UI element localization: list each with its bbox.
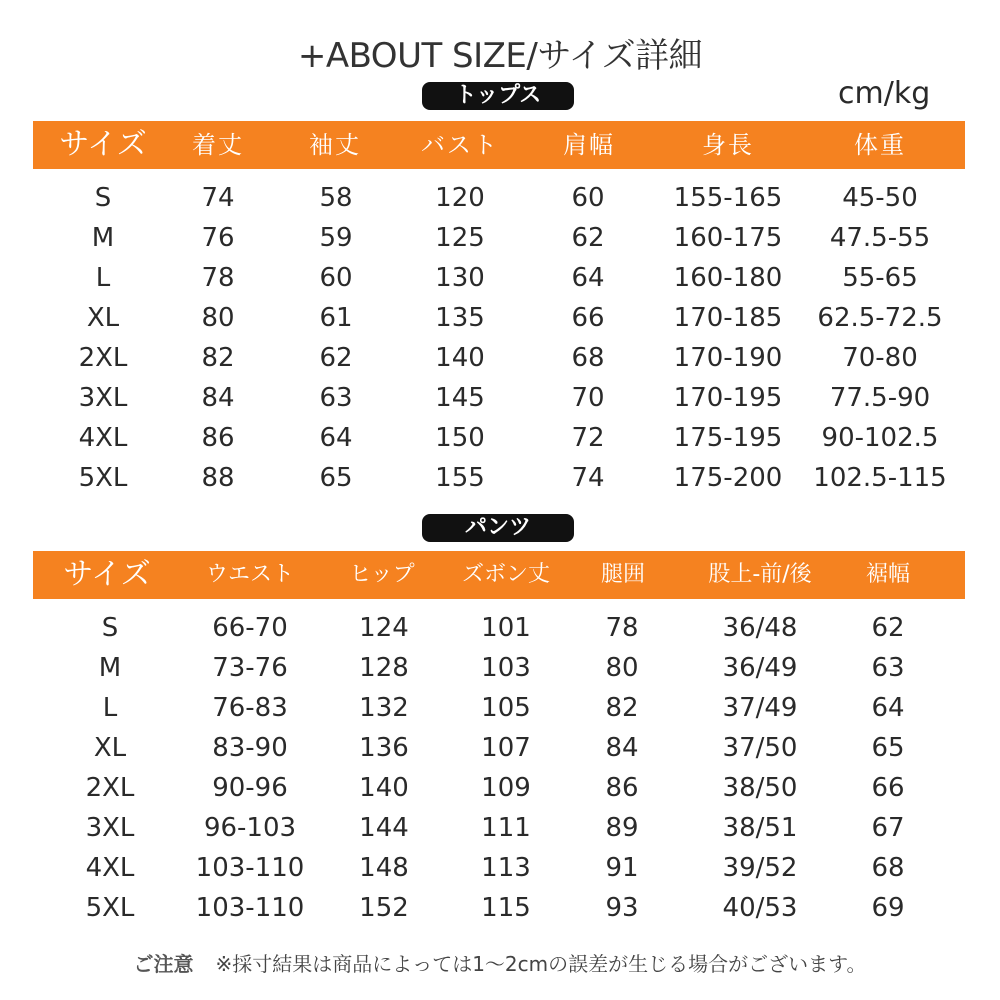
table-row xyxy=(0,848,1000,888)
pants-header-hem: 裾幅 xyxy=(865,562,911,587)
tops-cell-col3: 145 xyxy=(435,383,485,413)
pants-cell-col4: 86 xyxy=(605,773,639,803)
tops-header-bust: バスト xyxy=(421,131,499,159)
pants-cell-size: L xyxy=(102,693,118,723)
pants-header-inseam: ズボン丈 xyxy=(461,562,551,587)
tops-cell-col1: 86 xyxy=(201,423,235,453)
pants-cell-col5: 36/48 xyxy=(722,613,798,643)
pants-header-size: サイズ xyxy=(63,557,151,592)
pants-cell-col3: 101 xyxy=(481,613,531,643)
tops-cell-size: 4XL xyxy=(78,423,128,453)
table-row xyxy=(0,728,1000,768)
pants-cell-col2: 136 xyxy=(359,733,409,763)
pants-cell-col6: 63 xyxy=(871,653,905,683)
pants-cell-col4: 84 xyxy=(605,733,639,763)
tops-cell-col3: 150 xyxy=(435,423,485,453)
tops-cell-col2: 64 xyxy=(319,423,353,453)
unit-label: cm/kg xyxy=(838,76,931,111)
pants-cell-col1: 103-110 xyxy=(195,893,305,923)
pants-cell-col1: 66-70 xyxy=(212,613,288,643)
tops-cell-col5: 170-185 xyxy=(673,303,783,333)
table-row xyxy=(0,378,1000,418)
tops-cell-col2: 63 xyxy=(319,383,353,413)
pants-cell-col2: 152 xyxy=(359,893,409,923)
pants-cell-col4: 78 xyxy=(605,613,639,643)
pants-cell-col6: 66 xyxy=(871,773,905,803)
table-row xyxy=(0,458,1000,498)
pants-cell-col4: 89 xyxy=(605,813,639,843)
tops-cell-size: 2XL xyxy=(78,343,128,373)
tops-cell-col2: 62 xyxy=(319,343,353,373)
tops-cell-col4: 72 xyxy=(571,423,605,453)
pants-section-label: パンツ xyxy=(422,514,574,542)
tops-cell-col1: 78 xyxy=(201,263,235,293)
tops-header-shoulder: 肩幅 xyxy=(563,131,615,159)
pants-cell-col4: 82 xyxy=(605,693,639,723)
tops-header-size: サイズ xyxy=(59,127,147,162)
pants-cell-col2: 128 xyxy=(359,653,409,683)
pants-cell-col5: 40/53 xyxy=(722,893,798,923)
pants-cell-size: XL xyxy=(93,733,127,763)
tops-cell-col3: 130 xyxy=(435,263,485,293)
table-row xyxy=(0,808,1000,848)
tops-cell-col4: 64 xyxy=(571,263,605,293)
pants-cell-col1: 96-103 xyxy=(203,813,297,843)
pants-cell-col6: 65 xyxy=(871,733,905,763)
pants-cell-size: 2XL xyxy=(85,773,135,803)
tops-cell-size: XL xyxy=(86,303,120,333)
pants-cell-col1: 73-76 xyxy=(212,653,288,683)
tops-section-label: トップス xyxy=(422,82,574,110)
tops-cell-col3: 125 xyxy=(435,223,485,253)
pants-cell-size: M xyxy=(98,653,122,683)
pants-cell-col4: 91 xyxy=(605,853,639,883)
pants-cell-col5: 39/52 xyxy=(722,853,798,883)
tops-cell-size: M xyxy=(91,223,115,253)
pants-cell-col3: 115 xyxy=(481,893,531,923)
table-row xyxy=(0,888,1000,928)
pants-cell-col1: 76-83 xyxy=(212,693,288,723)
tops-cell-col6: 102.5-115 xyxy=(813,463,947,493)
pants-cell-col5: 36/49 xyxy=(722,653,798,683)
tops-cell-col5: 170-190 xyxy=(673,343,783,373)
note-label: ご注意 xyxy=(133,952,194,976)
pants-cell-col6: 64 xyxy=(871,693,905,723)
tops-cell-col1: 84 xyxy=(201,383,235,413)
pants-cell-size: 5XL xyxy=(85,893,135,923)
tops-table-body xyxy=(0,178,1000,498)
tops-cell-col2: 65 xyxy=(319,463,353,493)
tops-cell-col6: 55-65 xyxy=(842,263,918,293)
pants-cell-col2: 124 xyxy=(359,613,409,643)
pants-cell-col3: 113 xyxy=(481,853,531,883)
tops-cell-col3: 155 xyxy=(435,463,485,493)
tops-cell-col6: 47.5-55 xyxy=(829,223,931,253)
pants-cell-col3: 107 xyxy=(481,733,531,763)
tops-cell-col4: 70 xyxy=(571,383,605,413)
pants-cell-col2: 148 xyxy=(359,853,409,883)
tops-cell-col2: 58 xyxy=(319,183,353,213)
pants-cell-col2: 132 xyxy=(359,693,409,723)
tops-header-sleeve: 袖丈 xyxy=(309,131,361,159)
tops-cell-col6: 77.5-90 xyxy=(829,383,931,413)
pants-cell-size: 4XL xyxy=(85,853,135,883)
pants-cell-col2: 144 xyxy=(359,813,409,843)
table-row xyxy=(0,178,1000,218)
tops-cell-col5: 175-200 xyxy=(673,463,783,493)
table-row xyxy=(0,218,1000,258)
tops-cell-col6: 90-102.5 xyxy=(821,423,939,453)
tops-cell-size: 3XL xyxy=(78,383,128,413)
tops-cell-col4: 66 xyxy=(571,303,605,333)
tops-cell-col1: 80 xyxy=(201,303,235,333)
note-text: ※採寸結果は商品によっては1～2cmの誤差が生じる場合がございます。 xyxy=(215,952,867,976)
pants-cell-col2: 140 xyxy=(359,773,409,803)
tops-cell-col3: 140 xyxy=(435,343,485,373)
tops-cell-col2: 61 xyxy=(319,303,353,333)
tops-cell-col3: 135 xyxy=(435,303,485,333)
pants-cell-col5: 37/49 xyxy=(722,693,798,723)
pants-cell-col4: 93 xyxy=(605,893,639,923)
pants-cell-col6: 69 xyxy=(871,893,905,923)
tops-cell-col4: 60 xyxy=(571,183,605,213)
table-row xyxy=(0,768,1000,808)
tops-cell-col1: 82 xyxy=(201,343,235,373)
tops-cell-size: S xyxy=(94,183,112,213)
pants-cell-col5: 38/50 xyxy=(722,773,798,803)
table-row xyxy=(0,258,1000,298)
tops-cell-col1: 88 xyxy=(201,463,235,493)
tops-cell-col1: 74 xyxy=(201,183,235,213)
pants-cell-col5: 38/51 xyxy=(722,813,798,843)
pants-cell-size: S xyxy=(101,613,119,643)
tops-cell-col1: 76 xyxy=(201,223,235,253)
tops-header-row xyxy=(33,121,965,169)
tops-header-height: 身長 xyxy=(702,131,754,159)
tops-cell-size: 5XL xyxy=(78,463,128,493)
tops-cell-col2: 60 xyxy=(319,263,353,293)
pants-table-body xyxy=(0,608,1000,928)
pants-header-row xyxy=(33,551,965,599)
pants-cell-col3: 111 xyxy=(481,813,531,843)
tops-header-length: 着丈 xyxy=(192,131,244,159)
tops-cell-size: L xyxy=(95,263,111,293)
tops-cell-col6: 70-80 xyxy=(842,343,918,373)
page-title: +ABOUT SIZE/サイズ詳細 xyxy=(297,36,703,76)
tops-cell-col6: 62.5-72.5 xyxy=(817,303,943,333)
pants-cell-col3: 109 xyxy=(481,773,531,803)
pants-header-waist: ウエスト xyxy=(205,562,295,587)
pants-cell-col3: 105 xyxy=(481,693,531,723)
pants-header-thigh: 腿囲 xyxy=(600,562,646,587)
tops-cell-col2: 59 xyxy=(319,223,353,253)
tops-cell-col3: 120 xyxy=(435,183,485,213)
tops-cell-col5: 175-195 xyxy=(673,423,783,453)
tops-cell-col5: 160-175 xyxy=(673,223,783,253)
tops-cell-col4: 74 xyxy=(571,463,605,493)
pants-cell-col6: 68 xyxy=(871,853,905,883)
table-row xyxy=(0,418,1000,458)
disclaimer-note xyxy=(0,948,1000,977)
tops-cell-col5: 170-195 xyxy=(673,383,783,413)
pants-cell-col1: 90-96 xyxy=(212,773,288,803)
pants-header-hip: ヒップ xyxy=(349,562,415,587)
tops-header-weight: 体重 xyxy=(854,131,906,159)
pants-cell-col1: 103-110 xyxy=(195,853,305,883)
pants-cell-col3: 103 xyxy=(481,653,531,683)
pants-header-rise: 股上-前/後 xyxy=(708,562,812,587)
tops-cell-col5: 155-165 xyxy=(673,183,783,213)
pants-cell-col1: 83-90 xyxy=(212,733,288,763)
tops-cell-col4: 62 xyxy=(571,223,605,253)
table-row xyxy=(0,608,1000,648)
table-row xyxy=(0,298,1000,338)
pants-cell-col5: 37/50 xyxy=(722,733,798,763)
tops-cell-col5: 160-180 xyxy=(673,263,783,293)
pants-cell-size: 3XL xyxy=(85,813,135,843)
table-row xyxy=(0,338,1000,378)
tops-cell-col6: 45-50 xyxy=(842,183,918,213)
pants-cell-col6: 62 xyxy=(871,613,905,643)
pants-cell-col6: 67 xyxy=(871,813,905,843)
pants-cell-col4: 80 xyxy=(605,653,639,683)
tops-cell-col4: 68 xyxy=(571,343,605,373)
table-row xyxy=(0,648,1000,688)
table-row xyxy=(0,688,1000,728)
